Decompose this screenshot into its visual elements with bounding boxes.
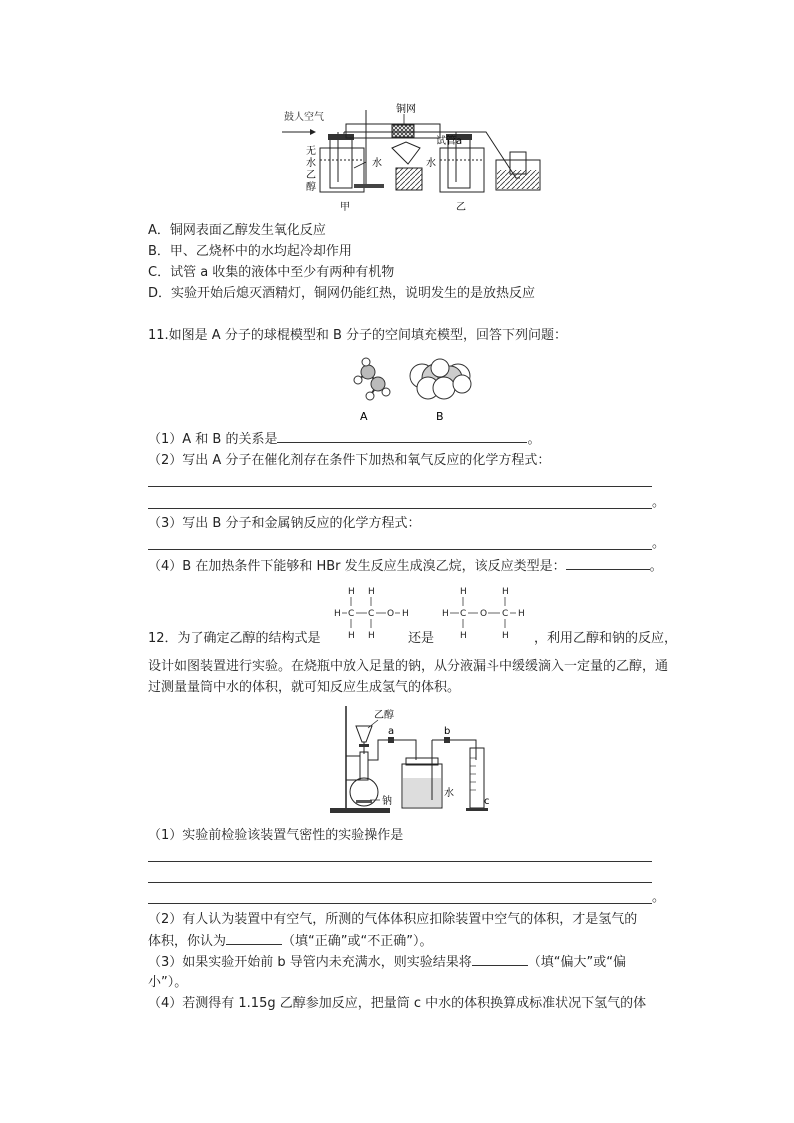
- f2-h-left: H: [442, 609, 449, 619]
- f1-top-h1: H: [348, 587, 355, 597]
- molecule-models-figure: [340, 356, 490, 428]
- anhydrous-ethanol-label-4: 醇: [306, 182, 316, 193]
- f1-bot-h2: H: [368, 631, 375, 641]
- q11-part2-answer-line-1[interactable]: [148, 486, 652, 487]
- q11-part4-text: （4）B 在加热条件下能够和 HBr 发生反应生成溴乙烷，该反应类型是：: [148, 559, 566, 574]
- q11-part4-blank[interactable]: [566, 557, 650, 570]
- valve-a-label: a: [388, 726, 395, 737]
- f1-c2: C: [368, 609, 375, 619]
- q12-stem-start: 12．为了确定乙醇的结构式是: [148, 631, 321, 646]
- f1-h-right: H: [402, 609, 409, 619]
- ethanol-label: 乙醇: [374, 710, 394, 721]
- anhydrous-ethanol-label-2: 水: [306, 158, 316, 169]
- cylinder-c-label: c: [484, 796, 490, 807]
- q11-part2-answer-line-2[interactable]: [148, 508, 652, 509]
- f2-h-right: H: [518, 609, 525, 619]
- q11-part2-end: 。: [652, 495, 666, 510]
- q11-part2: （2）写出 A 分子在催化剂存在条件下加热和氧气反应的化学方程式：: [148, 453, 551, 468]
- q12-part3-line1: [148, 953, 626, 972]
- f2-bot-h2: H: [502, 631, 509, 641]
- model-b-label: B: [436, 410, 444, 423]
- f2-o: O: [480, 609, 488, 619]
- q12-part2-line1: （2）有人认为装置中有空气，所测的气体体积应扣除装置中空气的体积，才是氢气的: [148, 912, 638, 927]
- ethanol-structural-formula: [332, 584, 412, 648]
- q12-part3-blank[interactable]: [472, 953, 528, 966]
- q11-part1: [148, 430, 541, 449]
- blow-air-label: 鼓人空气: [284, 112, 324, 123]
- f2-bot-h1: H: [460, 631, 467, 641]
- q12-part4-line1: （4）若测得有 1.15g 乙醇参加反应，把量筒 c 中水的体积换算成标准状况下氢气的体: [148, 996, 647, 1011]
- tube-a-label: 试管a: [436, 136, 463, 147]
- q12-part1-end: 。: [652, 890, 666, 905]
- f2-top-h2: H: [502, 587, 509, 597]
- q12-part1-answer-line-2[interactable]: [148, 882, 652, 883]
- f2-c2: C: [502, 609, 509, 619]
- q11-part3-end: 。: [652, 536, 666, 551]
- q11-part4-end: 。: [649, 559, 663, 574]
- q12-part3-line2: 小”）。: [148, 975, 188, 990]
- ethanol-oxidation-apparatus-figure: [280, 96, 550, 214]
- q12-part3-text-a: （3）如果实验开始前 b 导管内未充满水，则实验结果将: [148, 955, 472, 970]
- yi-label: 乙: [456, 202, 466, 213]
- q11-part3-answer-line[interactable]: [148, 549, 652, 550]
- water-label: 水: [444, 788, 454, 799]
- q11-part1-text: （1）A 和 B 的关系是: [148, 432, 278, 447]
- f1-top-h2: H: [368, 587, 375, 597]
- dimethyl-ether-structural-formula: [440, 584, 530, 648]
- q12-stem-mid: 还是: [408, 631, 435, 646]
- q12-stem-end: ，利用乙醇和钠的反应，: [534, 631, 678, 646]
- q12-stem-line2: 设计如图装置进行实验。在烧瓶中放入足量的钠，从分液漏斗中缓缓滴入一定量的乙醇，通: [148, 659, 669, 674]
- q12-part2-text-a: 体积，你认为: [148, 934, 227, 949]
- q12-stem-line3: 过测量量筒中水的体积，就可知反应生成氢气的体积。: [148, 680, 461, 695]
- q10-option-a: A．铜网表面乙醇发生氧化反应: [148, 223, 326, 238]
- q11-part1-end: 。: [527, 432, 541, 447]
- q12-part1: （1）实验前检验该装置气密性的实验操作是: [148, 828, 404, 843]
- q11-stem: 11.如图是 A 分子的球棍模型和 B 分子的空间填充模型，回答下列问题：: [148, 328, 568, 343]
- jia-label: 甲: [340, 202, 350, 213]
- f2-top-h1: H: [460, 587, 467, 597]
- water-left-label: 水: [372, 158, 382, 169]
- valve-b-label: b: [444, 726, 451, 737]
- q12-part1-answer-line-3[interactable]: [148, 903, 652, 904]
- q12-part2-line2: [148, 932, 432, 951]
- f1-o: O: [387, 609, 395, 619]
- f1-h-left: H: [334, 609, 341, 619]
- sodium-label: 钠: [382, 796, 392, 807]
- q10-option-b: B．甲、乙烧杯中的水均起冷却作用: [148, 244, 352, 259]
- q10-option-c: C．试管 a 收集的液体中至少有两种有机物: [148, 265, 395, 280]
- q10-option-d: D．实验开始后熄灭酒精灯，铜网仍能红热，说明发生的是放热反应: [148, 286, 536, 301]
- q12-part3-text-b: （填“偏大”或“偏: [527, 955, 627, 970]
- copper-mesh-label: 铜网: [396, 104, 416, 115]
- q11-part3: （3）写出 B 分子和金属钠反应的化学方程式：: [148, 516, 421, 531]
- q11-part4: [148, 557, 663, 576]
- anhydrous-ethanol-label-3: 乙: [306, 170, 316, 181]
- q11-part1-blank[interactable]: [277, 430, 527, 443]
- f2-c1: C: [460, 609, 467, 619]
- q12-part2-text-b: （填“正确”或“不正确”）。: [282, 934, 433, 949]
- anhydrous-ethanol-label-1: 无: [306, 146, 316, 157]
- q12-part2-blank[interactable]: [226, 932, 282, 945]
- hydrogen-volume-apparatus-figure: [326, 704, 496, 816]
- model-a-label: A: [360, 410, 368, 423]
- water-right-label: 水: [426, 158, 436, 169]
- f1-c1: C: [348, 609, 355, 619]
- q12-part1-answer-line-1[interactable]: [148, 861, 652, 862]
- f1-bot-h1: H: [348, 631, 355, 641]
